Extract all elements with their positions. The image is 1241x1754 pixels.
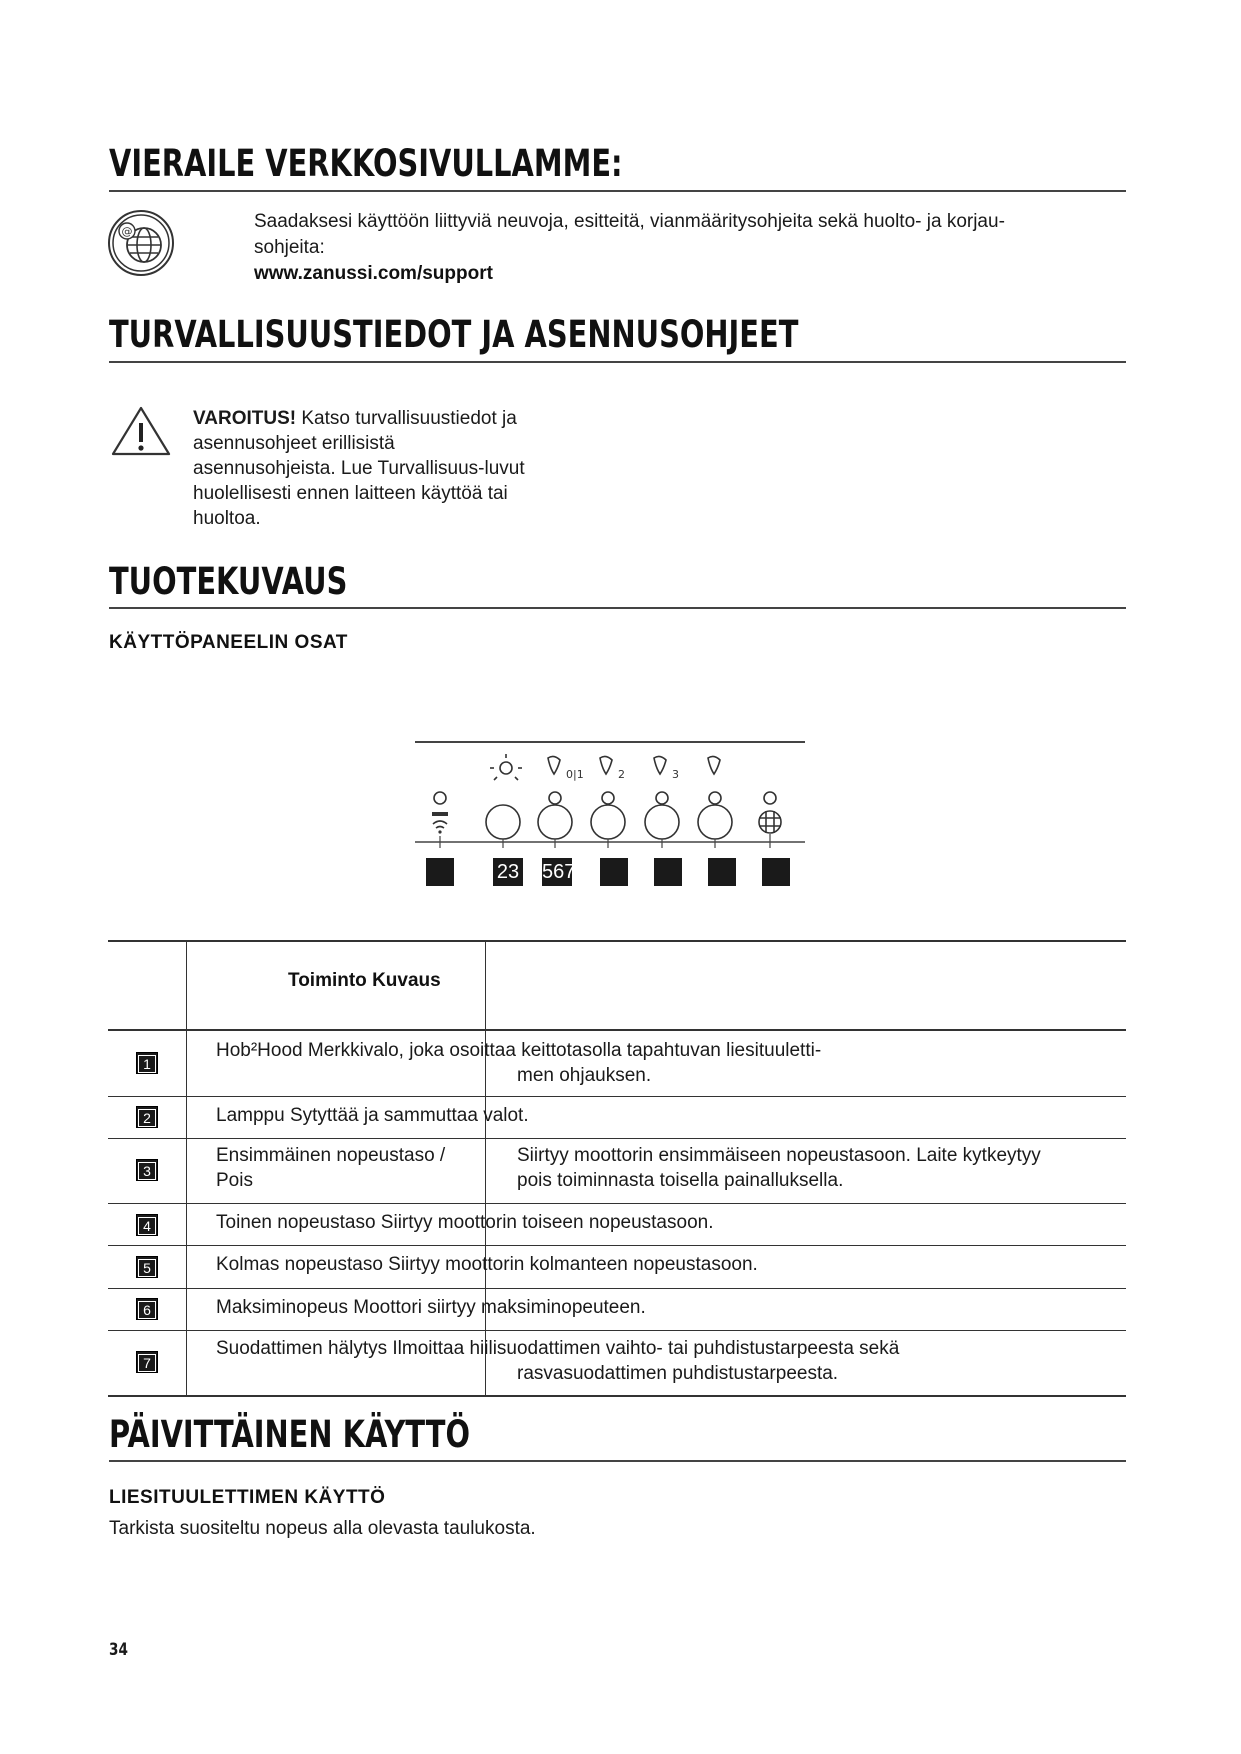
warning-line4: huolellisesti ennen laitteen käyttöä tai	[193, 483, 508, 504]
callout-box-4	[600, 858, 628, 886]
row-number: 4	[138, 1217, 156, 1235]
warning-line5: huoltoa.	[193, 508, 261, 529]
hood-use-subtitle: LIESITUULETTIMEN KÄYTTÖ	[109, 1487, 386, 1508]
row-number: 6	[138, 1301, 156, 1319]
product-section-title: TUOTEKUVAUS	[109, 560, 348, 603]
table-row-rule	[108, 1245, 1126, 1246]
table-row-rule	[108, 1096, 1126, 1097]
table-col-rule-1	[186, 940, 187, 1396]
web-text-line2: sohjeita:	[254, 237, 325, 258]
table-row-rule	[108, 1330, 1126, 1331]
row-number-badge	[136, 1106, 158, 1128]
row-number: 3	[138, 1162, 156, 1180]
row-number-badge	[136, 1298, 158, 1320]
callout-box-5	[654, 858, 682, 886]
row-number-badge	[136, 1256, 158, 1278]
table-row-3-desc1: Siirtyy moottorin ensimmäiseen nopeustasoon. Laite kytkeytyy	[517, 1145, 1041, 1166]
row-number: 1	[138, 1055, 156, 1073]
row-number: 5	[138, 1259, 156, 1277]
row-number-badge	[136, 1052, 158, 1074]
warning-line1	[193, 406, 517, 431]
support-link[interactable]: www.zanussi.com/support	[254, 263, 493, 284]
table-header: Toiminto Kuvaus	[288, 970, 441, 991]
svg-text:0|1: 0|1	[566, 768, 584, 781]
table-top-rule	[108, 940, 1126, 942]
row-number-badge	[136, 1159, 158, 1181]
row-number: 2	[138, 1109, 156, 1127]
callout-label-567: 567	[542, 858, 572, 886]
table-row-7-line2: rasvasuodattimen puhdistustarpeesta.	[517, 1363, 839, 1384]
row-number-badge	[136, 1214, 158, 1236]
callout-box-6	[708, 858, 736, 886]
table-row-5-line1: Kolmas nopeustaso Siirtyy moottorin kolmanteen nopeustasoon.	[216, 1254, 758, 1275]
table-row-1-line1: Hob²Hood Merkkivalo, joka osoittaa keittotasolla tapahtuvan liesituuletti-	[216, 1040, 822, 1061]
table-row-3-desc2: pois toiminnasta toisella painalluksella.	[517, 1170, 844, 1191]
table-bottom-rule	[108, 1395, 1126, 1397]
table-row-3-func1: Ensimmäinen nopeustaso /	[216, 1145, 446, 1166]
page-number: 34	[109, 1640, 128, 1660]
svg-text:3: 3	[672, 768, 679, 781]
web-text-line1: Saadaksesi käyttöön liittyviä neuvoja, esitteitä, vianmääritysohjeita sekä huolto- ja korjau-	[254, 211, 1005, 232]
table-row-7-line1: Suodattimen hälytys Ilmoittaa hiilisuodattimen vaihto- tai puhdistustarpeesta sekä	[216, 1338, 900, 1359]
callout-label-23: 23	[493, 858, 523, 886]
table-row-3-func2: Pois	[216, 1170, 253, 1191]
daily-use-section-title: PÄIVITTÄINEN KÄYTTÖ	[109, 1413, 470, 1456]
table-col-rule-2	[485, 940, 486, 1396]
table-row-2-line1: Lamppu Sytyttää ja sammuttaa valot.	[216, 1105, 529, 1126]
warning-triangle-icon	[110, 405, 172, 457]
table-row-rule	[108, 1138, 1126, 1139]
warning-line2: asennusohjeet erillisistä	[193, 433, 395, 454]
svg-text:@: @	[121, 225, 133, 238]
warning-label: VAROITUS!	[193, 408, 297, 429]
safety-section-title: TURVALLISUUSTIEDOT JA ASENNUSOHJEET	[109, 313, 799, 356]
hood-use-text: Tarkista suositeltu nopeus alla olevasta taulukosta.	[109, 1518, 536, 1539]
web-section-title: VIERAILE VERKKOSIVULLAMME:	[109, 142, 623, 185]
table-row-rule	[108, 1288, 1126, 1289]
control-panel-subtitle: KÄYTTÖPANEELIN OSAT	[109, 632, 348, 653]
table-row-6-line1: Maksiminopeus Moottori siirtyy maksiminopeuteen.	[216, 1297, 646, 1318]
table-header-rule	[108, 1029, 1126, 1031]
warning-line1-text: Katso turvallisuustiedot ja	[301, 408, 517, 429]
svg-text:2: 2	[618, 768, 625, 781]
daily-use-section-rule	[109, 1460, 1126, 1462]
warning-line3: asennusohjeista. Lue Turvallisuus-luvut	[193, 458, 525, 479]
row-number-badge	[136, 1351, 158, 1373]
table-row-4-line1: Toinen nopeustaso Siirtyy moottorin toiseen nopeustasoon.	[216, 1212, 714, 1233]
table-row-1-line2: men ohjauksen.	[517, 1065, 652, 1086]
callout-box-7	[762, 858, 790, 886]
row-number: 7	[138, 1354, 156, 1372]
product-section-rule	[109, 607, 1126, 609]
table-row-rule	[108, 1203, 1126, 1204]
web-section-rule	[109, 190, 1126, 192]
callout-box-1	[426, 858, 454, 886]
globe-at-icon	[106, 208, 176, 278]
safety-section-rule	[109, 361, 1126, 363]
